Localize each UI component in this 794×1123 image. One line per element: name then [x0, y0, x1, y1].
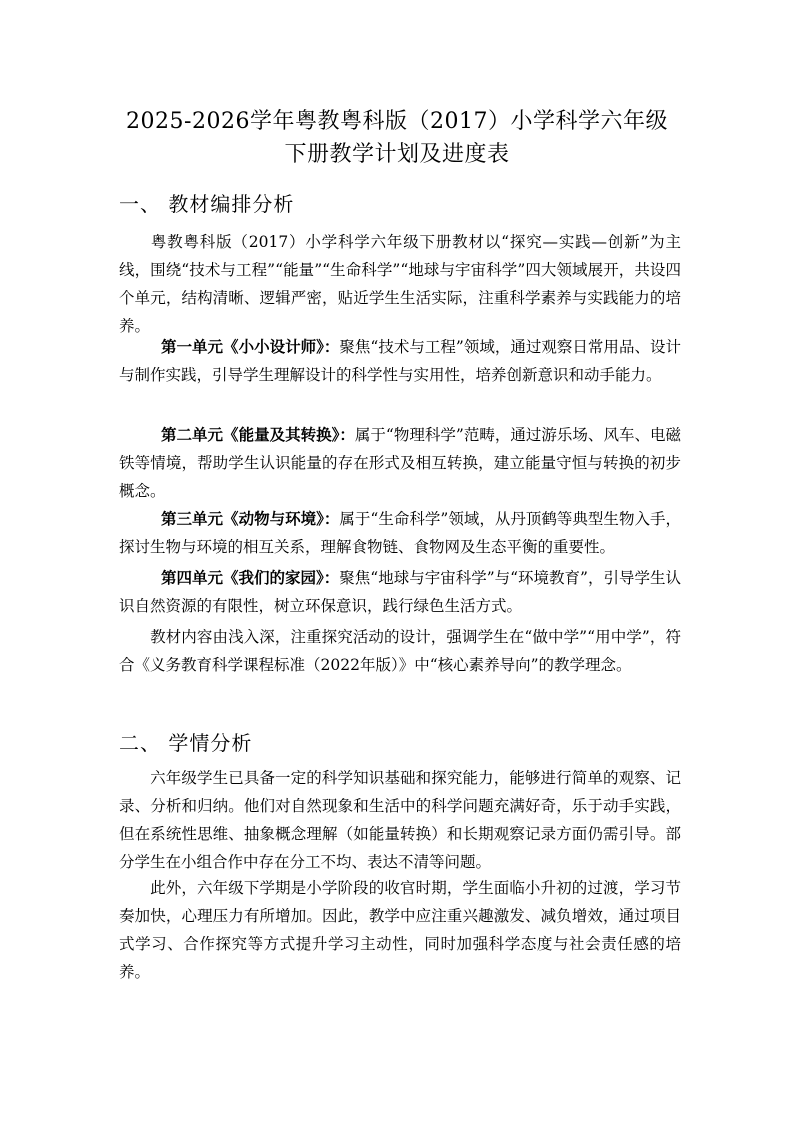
unit-3-label: 第三单元《动物与环境》： — [161, 509, 340, 528]
paragraph-student-1-text: 六年级学生已具备一定的科学知识基础和探究能力，能够进行简单的观察、记录、分析和归纳。他们对自然现象和生活中的科学问题充满好奇，乐于动手实践，但在系统性思维、抽象概念理解（如能量转换）和长期观察记录方面仍需引导。部分学生在小组合作中存在分工不均、表达不清等问题。 — [119, 769, 681, 871]
paragraph-unit-2 — [119, 421, 681, 505]
paragraph-closing-text: 教材内容由浅入深，注重探究活动的设计，强调学生在“做中学”“用中学”，符合《义务教育科学课程标准（2022年版）》中“核心素养导向”的教学理念。 — [119, 628, 681, 674]
unit-2-text: 属于“物理科学”范畴，通过游乐场、风车、电磁铁等情境，帮助学生认识能量的存在形式及相互转换，建立能量守恒与转换的初步概念。 — [119, 426, 681, 500]
paragraph-student-2 — [119, 874, 681, 986]
section-heading-textbook-analysis: 一、 教材编排分析 — [119, 192, 295, 216]
unit-1-text: 聚焦“技术与工程”领域，通过观察日常用品、设计与制作实践，引导学生理解设计的科学性与实用性，培养创新意识和动手能力。 — [119, 338, 681, 384]
unit-2-label: 第二单元《能量及其转换》： — [161, 425, 355, 444]
document-title-line1: 2025-2026学年粤教粤科版（2017）小学科学六年级 — [126, 109, 668, 134]
paragraph-closing — [119, 623, 681, 679]
unit-4-label: 第四单元《我们的家园》： — [161, 568, 340, 587]
unit-3-text: 属于“生命科学”领域，从丹顶鹤等典型生物入手，探讨生物与环境的相互关系，理解食物链、食物网及生态平衡的重要性。 — [119, 510, 681, 556]
unit-4-text: 聚焦“地球与宇宙科学”与“环境教育”，引导学生认识自然资源的有限性，树立环保意识，践行绿色生活方式。 — [119, 569, 681, 615]
document-title-line2: 下册教学计划及进度表 — [284, 142, 510, 167]
paragraph-student-1 — [119, 764, 681, 876]
paragraph-intro-text: 粤教粤科版（2017）小学科学六年级下册教材以“探究—实践—创新”为主线，围绕“技术与工程”“能量”“生命科学”“地球与宇宙科学”四大领域展开，共设四个单元，结构清晰、逻辑严密，贴近学生生活实际，注重科学素养与实践能力的培养。 — [119, 233, 681, 335]
unit-1-label: 第一单元《小小设计师》： — [161, 337, 340, 356]
section-heading-student-analysis: 二、 学情分析 — [119, 731, 253, 755]
paragraph-unit-4 — [119, 564, 681, 620]
paragraph-unit-1 — [119, 333, 681, 389]
paragraph-intro — [119, 228, 681, 340]
paragraph-student-2-text: 此外，六年级下学期是小学阶段的收官时期，学生面临小升初的过渡，学习节奏加快，心理压力有所增加。因此，教学中应注重兴趣激发、减负增效，通过项目式学习、合作探究等方式提升学习主动性，同时加强科学态度与社会责任感的培养。 — [119, 879, 681, 981]
paragraph-unit-3 — [119, 505, 681, 561]
